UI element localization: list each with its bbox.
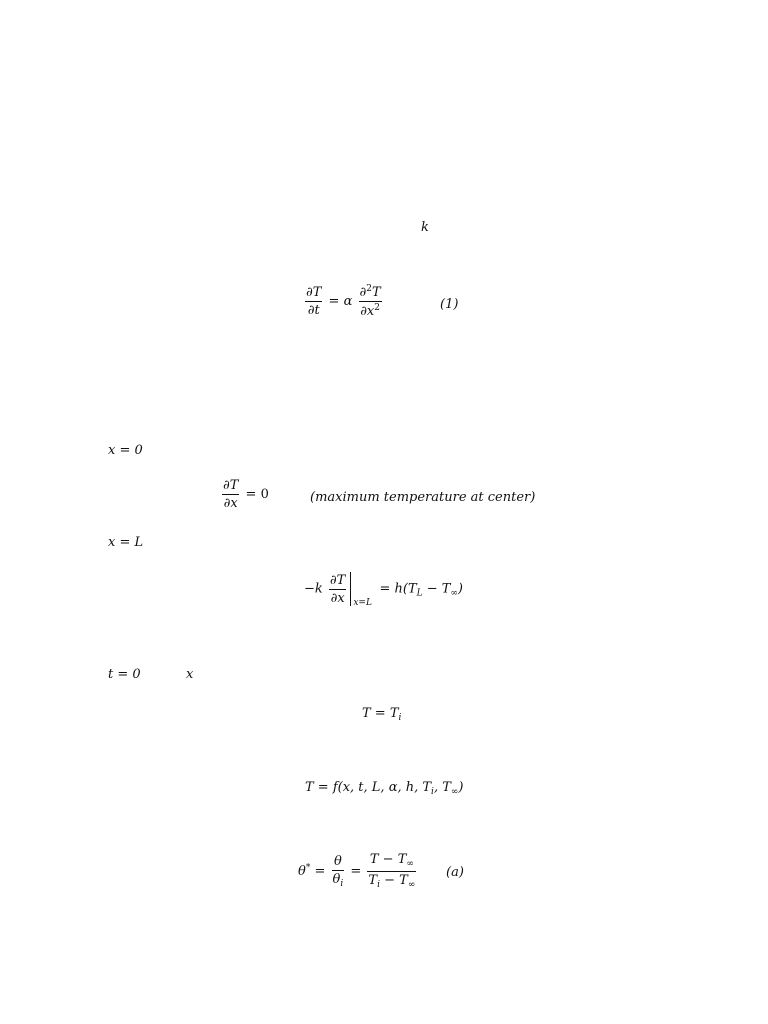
bc2-equation: −k $\frac{\partial T}{\partial x}$ x=L = $h(T_L - T_\infty)$ bbox=[304, 572, 463, 608]
fraction-theta-thetai: $\frac{\theta}{\theta_i}$ bbox=[332, 853, 344, 889]
bc1-equation: $\frac{\partial T}{\partial x}$ = 0 bbox=[223, 478, 269, 511]
equation-number-1: (1) bbox=[440, 297, 459, 312]
equation-a: θ* = $\frac{\theta}{\theta_i}$ = $\frac{T - T_\infty}{T_i - T_\infty}$ bbox=[298, 852, 416, 890]
ic-label: t = 0 bbox=[108, 667, 141, 682]
ic-variable-x: x bbox=[186, 667, 194, 682]
equation-number-a: (a) bbox=[446, 865, 464, 880]
fraction-dT-dx-2: $\frac{\partial T}{\partial x}$ bbox=[329, 572, 346, 606]
bc1-label: x = 0 bbox=[108, 443, 143, 458]
functional-relation: T = f(x, t, L, α, h, $T_i$, $T_\infty$) bbox=[305, 780, 464, 797]
symbol-k: k bbox=[421, 220, 429, 235]
bc2-label: x = L bbox=[108, 535, 144, 550]
fraction-d2T-dx2: $\frac{\partial^2T}{\partial x^2}$ bbox=[359, 284, 381, 319]
fraction-dT-dt: $\frac{\partial T}{\partial t}$ bbox=[306, 285, 322, 318]
equation-1: $\frac{\partial T}{\partial t}$ = α $\frac{\partial^2T}{\partial x^2}$ bbox=[306, 284, 381, 319]
fraction-temperature-ratio: $\frac{T - T_\infty}{T_i - T_\infty}$ bbox=[368, 852, 416, 890]
ic-equation: $T = T_i$ bbox=[362, 706, 402, 723]
evaluation-bar: x=L bbox=[350, 572, 375, 606]
fraction-dT-dx: $\frac{\partial T}{\partial x}$ bbox=[223, 478, 239, 511]
bc1-note: (maximum temperature at center) bbox=[310, 490, 536, 505]
